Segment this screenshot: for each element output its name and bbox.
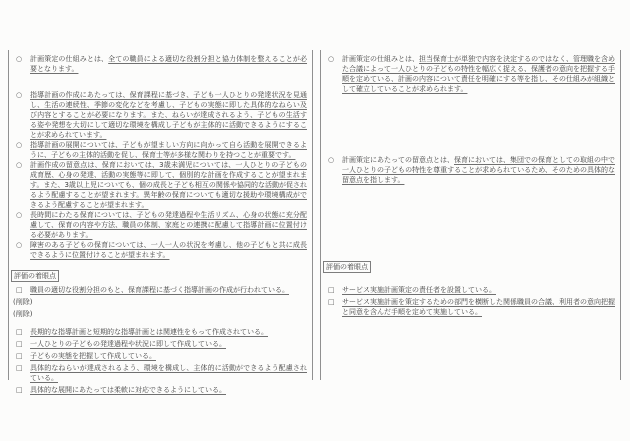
checkbox-icon: □ [16, 340, 23, 348]
checklist-item [9, 385, 312, 395]
circle-bullet-icon: ○ [328, 156, 335, 164]
checklist-item [9, 363, 312, 383]
note-text: 指導計画の展開については、子どもが望ましい方向に向かって自ら活動を展開できるように、子どもの主体的活動を促し、保育士等が多様な関わりを持つことが重要です。 [30, 141, 307, 159]
note-text: 計画策定にあたっての留意点とは、保育においては、集団での保育としての取組の中で一人ひとりの子どもの特性を尊重することが求められているため、そのための具体的な留意点を指します。 [342, 156, 615, 184]
note-paragraph [9, 140, 312, 160]
note-text: 計画作成の留意点は、保育においては、3歳未満児については、一人ひとりの子どもの成育歴、心身の発達、活動の実態等に即して、個別的な計画を作成することが望まれます。また、3歳以上児についても、個の成長と子ども相互の関係や協同的な活動が促されるよう配慮することが望まれます。異年齢の保育についても適切な援助や環境構成ができるよう配慮することが望まれます。 [30, 161, 307, 209]
checklist-item [321, 297, 620, 317]
checklist-item [9, 351, 312, 361]
note-paragraph [9, 54, 312, 74]
checkbox-icon: □ [328, 298, 335, 306]
evaluation-viewpoints-heading: 評価の着眼点 [11, 270, 59, 282]
circle-bullet-icon: ○ [16, 55, 23, 63]
note-paragraph [9, 160, 312, 210]
checklist-text: 長期的な指導計画と短期的な指導計画とは関連性をもって作成されている。 [30, 328, 268, 336]
checkbox-icon: □ [16, 364, 23, 372]
note-text: 指導計画の作成にあたっては、保育課程に基づき、子ども一人ひとりの発達状況を見通し、生活の連続性、季節の変化などを考慮し、子どもの実態に即した具体的なねらい及び内容とすることが必要になります。また、ねらいが達成されるよう、子どもの生活する姿や発想を大切にして適切な環境を構成し子どもが主体的に活動できるようにすることが求められています。 [30, 91, 307, 139]
checkbox-icon: □ [16, 328, 23, 336]
checklist-text: 一人ひとりの子どもの発達過程や状況に即して作成している。 [30, 340, 226, 348]
deleted-row: (削除) [13, 310, 33, 318]
checklist-text: 子どもの実態を把握して作成している。 [30, 352, 156, 360]
note-text: 計画策定の仕組みとは、全ての職員による適切な役割分担と協力体制を整えることが必要となります。 [30, 55, 308, 73]
checkbox-icon: □ [16, 386, 23, 394]
checkbox-icon: □ [328, 286, 335, 294]
note-text: 障害のある子どもの保育については、一人一人の状況を考慮し、他の子どもと共に成長できるように位置付けることが望まれます。 [30, 241, 307, 259]
note-paragraph [9, 210, 312, 240]
note-text: 長時間にわたる保育については、子どもの発達過程や生活リズム、心身の状態に充分配慮して、保育の内容や方法、職員の体制、家庭との連携に配慮して指導計画に位置付ける必要があります。 [30, 211, 307, 239]
checklist-text: サービス実施計画を策定するための部門を横断した関係職員の合議、利用者の意向把握と同意を含んだ手順を定めて実施している。 [342, 298, 615, 316]
evaluation-viewpoints-heading: 評価の着眼点 [323, 261, 371, 273]
checklist-text: 職員の適切な役割分担のもと、保育課程に基づく指導計画の作成が行われている。 [30, 286, 289, 294]
note-paragraph [321, 155, 620, 185]
checklist-item [9, 339, 312, 349]
checklist-item [9, 327, 312, 337]
circle-bullet-icon: ○ [16, 241, 23, 249]
circle-bullet-icon: ○ [16, 141, 23, 149]
checkbox-icon: □ [16, 286, 23, 294]
note-paragraph [9, 240, 312, 260]
checklist-text: サービス実施計画策定の責任者を設置している。 [342, 286, 496, 294]
checklist-text: 具体的な展開にあたっては柔軟に対応できるようにしている。 [30, 386, 226, 394]
circle-bullet-icon: ○ [16, 161, 23, 169]
deleted-row: (削除) [13, 298, 33, 306]
checkbox-icon: □ [16, 352, 23, 360]
circle-bullet-icon: ○ [16, 91, 23, 99]
note-text: 計画策定の仕組みとは、担当保育士が単独で内容を決定するのではなく、管理職を含めた合議によって一人ひとりの子どもの特性を幅広く捉える、保護者の意向を把握する手順を定めている、計画の内容について責任を明確にする等を指し、その仕組みが組織として確立していることが求められます。 [342, 55, 616, 93]
checklist-item [9, 285, 312, 295]
checklist-item [321, 285, 620, 295]
left-column [8, 50, 313, 394]
note-paragraph [9, 90, 312, 140]
note-paragraph [321, 54, 620, 94]
circle-bullet-icon: ○ [328, 55, 335, 63]
circle-bullet-icon: ○ [16, 211, 23, 219]
checklist-text: 具体的なねらいが達成されるよう、環境を構成し、主体的に活動ができるよう配慮されている。 [30, 364, 307, 382]
right-column [320, 50, 621, 380]
